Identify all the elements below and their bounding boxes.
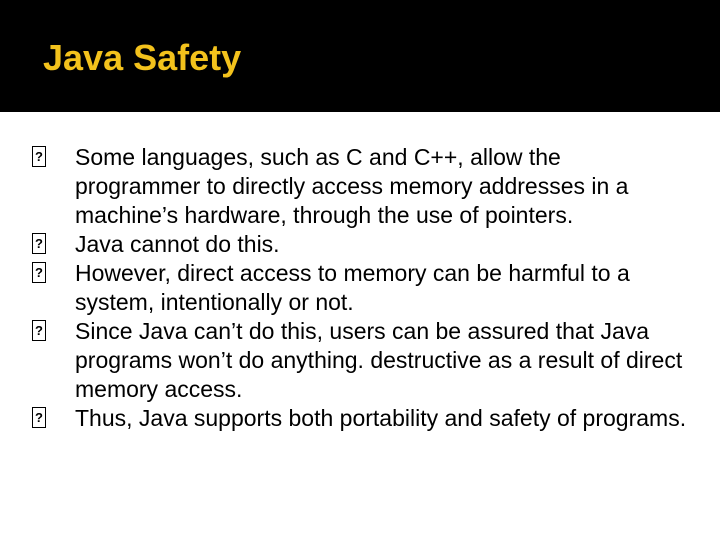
bullet-item (32, 259, 692, 317)
slide-title: Java Safety (43, 37, 242, 78)
unknown-glyph-box-icon: ? (32, 320, 46, 341)
bullet-text: However, direct access to memory can be harmful to a system, intentionally or not. (75, 260, 630, 315)
bullet-item (32, 317, 692, 404)
bullet-item (32, 230, 692, 259)
bullet-text: Thus, Java supports both portability and safety of programs. (75, 405, 687, 431)
bullet-list (32, 143, 692, 433)
unknown-glyph-box-icon: ? (32, 146, 46, 167)
bullet-text: Java cannot do this. (75, 231, 280, 257)
bullet-item (32, 404, 692, 433)
bullet-text: Some languages, such as C and C++, allow the programmer to directly access memory addresses in a machine’s hardware, through the use of pointers. (75, 144, 629, 228)
bullet-text: Since Java can’t do this, users can be assured that Java programs won’t do anything. destructive as a result of direct memory access. (75, 318, 683, 402)
unknown-glyph-box-icon: ? (32, 262, 46, 283)
unknown-glyph-box-icon: ? (32, 233, 46, 254)
title-bar (0, 0, 720, 112)
unknown-glyph-box-icon: ? (32, 407, 46, 428)
bullet-item (32, 143, 692, 230)
